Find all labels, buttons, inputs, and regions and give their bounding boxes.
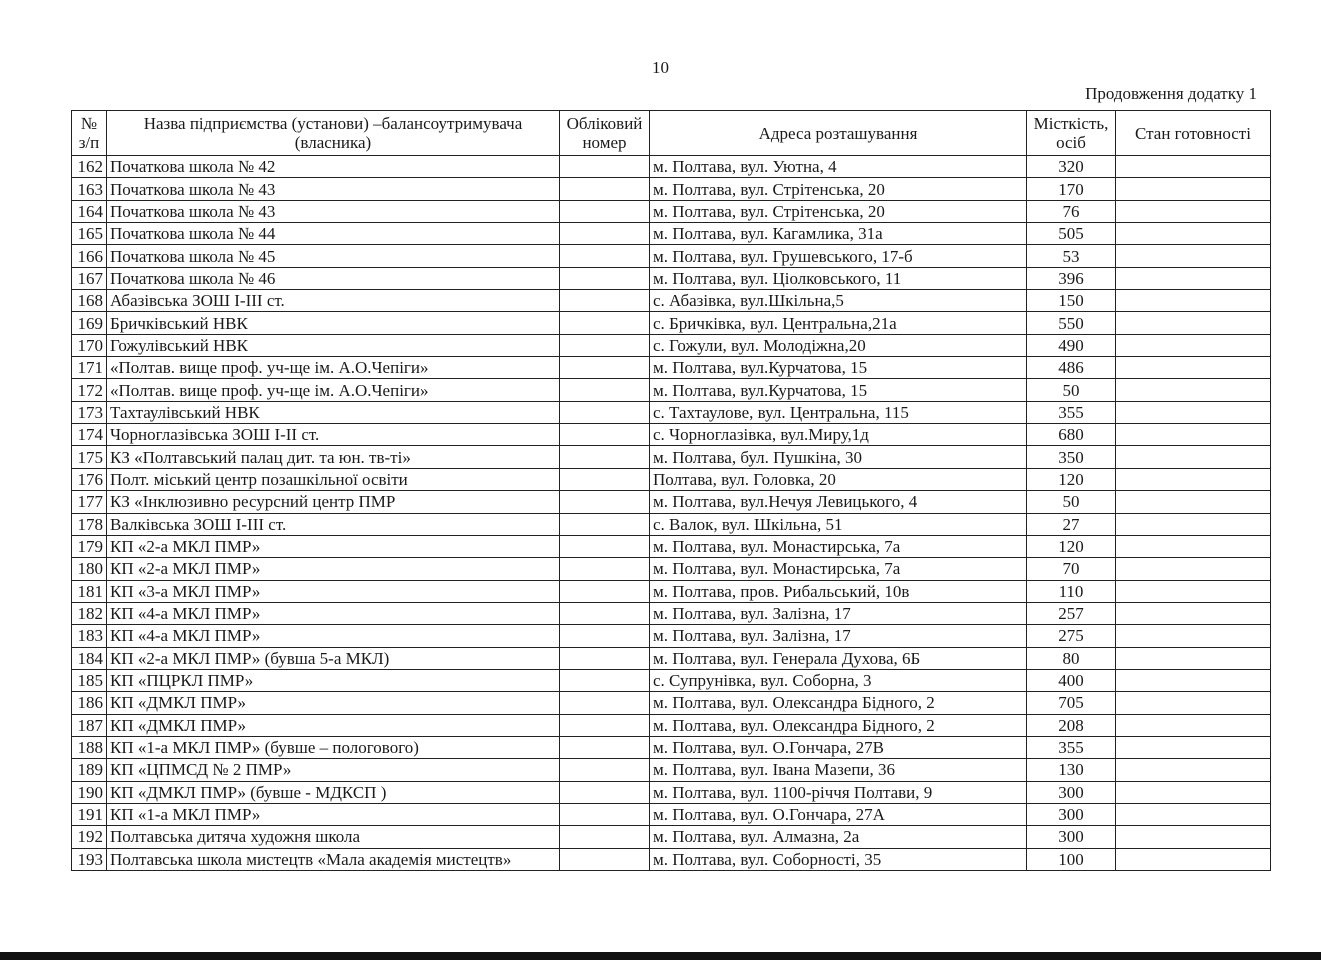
table-row [72,156,1271,178]
readiness-status-cell [1116,468,1271,490]
capacity-cell: 150 [1027,290,1116,312]
enterprise-name-cell: Чорноглазівська ЗОШ І-ІІ ст. [107,424,560,446]
table-row [72,401,1271,423]
account-number-cell [560,826,650,848]
capacity-cell: 300 [1027,803,1116,825]
capacity-cell: 300 [1027,781,1116,803]
row-number-cell: 178 [72,513,107,535]
capacity-cell: 50 [1027,491,1116,513]
enterprise-name-cell: КП «2-а МКЛ ПМР» (бувша 5-а МКЛ) [107,647,560,669]
account-number-cell [560,647,650,669]
readiness-status-cell [1116,625,1271,647]
enterprise-name-cell: Абазівська ЗОШ І-ІІІ ст. [107,290,560,312]
readiness-status-cell [1116,156,1271,178]
enterprise-name-cell: Гожулівський НВК [107,334,560,356]
row-number-cell: 172 [72,379,107,401]
readiness-status-cell [1116,491,1271,513]
address-cell: с. Супрунівка, вул. Соборна, 3 [650,669,1027,691]
address-cell: с. Чорноглазівка, вул.Миру,1д [650,424,1027,446]
table-row [72,357,1271,379]
capacity-cell: 680 [1027,424,1116,446]
capacity-cell: 100 [1027,848,1116,870]
address-cell: м. Полтава, вул. Уютна, 4 [650,156,1027,178]
enterprise-name-cell: Полтавська дитяча художня школа [107,826,560,848]
readiness-status-cell [1116,401,1271,423]
enterprise-name-cell: КП «1-а МКЛ ПМР» (бувше – пологового) [107,736,560,758]
account-number-cell [560,580,650,602]
capacity-cell: 486 [1027,357,1116,379]
enterprise-name-cell: КП «1-а МКЛ ПМР» [107,803,560,825]
readiness-status-cell [1116,759,1271,781]
capacity-cell: 76 [1027,200,1116,222]
capacity-cell: 550 [1027,312,1116,334]
row-number-cell: 188 [72,736,107,758]
table-row [72,312,1271,334]
table-row [72,714,1271,736]
readiness-status-cell [1116,223,1271,245]
header-status: Стан готовності [1116,111,1271,156]
account-number-cell [560,312,650,334]
account-number-cell [560,692,650,714]
address-cell: м. Полтава, вул. Олександра Бідного, 2 [650,692,1027,714]
readiness-status-cell [1116,535,1271,557]
address-cell: с. Бричківка, вул. Центральна,21а [650,312,1027,334]
row-number-cell: 181 [72,580,107,602]
readiness-status-cell [1116,781,1271,803]
row-number-cell: 189 [72,759,107,781]
table-row [72,200,1271,222]
table-row [72,692,1271,714]
enterprise-name-cell: Початкова школа № 42 [107,156,560,178]
capacity-cell: 50 [1027,379,1116,401]
account-number-cell [560,781,650,803]
table-row [72,848,1271,870]
row-number-cell: 185 [72,669,107,691]
table-row [72,446,1271,468]
capacity-cell: 120 [1027,468,1116,490]
row-number-cell: 166 [72,245,107,267]
readiness-status-cell [1116,669,1271,691]
address-cell: м. Полтава, вул. Монастирська, 7а [650,558,1027,580]
page-number: 10 [652,58,669,77]
table-row [72,580,1271,602]
capacity-cell: 490 [1027,334,1116,356]
table-header-row [72,111,1271,156]
capacity-cell: 396 [1027,267,1116,289]
enterprise-name-cell: Полтавська школа мистецтв «Мала академія мистецтв» [107,848,560,870]
address-cell: м. Полтава, вул.Нечуя Левицького, 4 [650,491,1027,513]
enterprise-name-cell: Початкова школа № 45 [107,245,560,267]
account-number-cell [560,200,650,222]
row-number-cell: 184 [72,647,107,669]
enterprise-name-cell: Початкова школа № 43 [107,200,560,222]
account-number-cell [560,468,650,490]
address-cell: м. Полтава, вул. Стрітенська, 20 [650,200,1027,222]
row-number-cell: 190 [72,781,107,803]
address-cell: м. Полтава, вул. О.Гончара, 27А [650,803,1027,825]
row-number-cell: 180 [72,558,107,580]
readiness-status-cell [1116,446,1271,468]
row-number-cell: 174 [72,424,107,446]
enterprise-name-cell: КП «4-а МКЛ ПМР» [107,625,560,647]
capacity-cell: 257 [1027,602,1116,624]
row-number-cell: 165 [72,223,107,245]
enterprise-name-cell: КП «2-а МКЛ ПМР» [107,558,560,580]
account-number-cell [560,357,650,379]
readiness-status-cell [1116,513,1271,535]
account-number-cell [560,334,650,356]
account-number-cell [560,223,650,245]
readiness-status-cell [1116,312,1271,334]
readiness-status-cell [1116,357,1271,379]
header-capacity: Місткість, осіб [1027,111,1116,156]
account-number-cell [560,513,650,535]
row-number-cell: 187 [72,714,107,736]
enterprise-name-cell: КП «ДМКЛ ПМР» [107,714,560,736]
row-number-cell: 179 [72,535,107,557]
readiness-status-cell [1116,334,1271,356]
table-body [72,156,1271,871]
account-number-cell [560,424,650,446]
account-number-cell [560,156,650,178]
account-number-cell [560,803,650,825]
table-row [72,334,1271,356]
capacity-cell: 300 [1027,826,1116,848]
capacity-cell: 208 [1027,714,1116,736]
capacity-cell: 53 [1027,245,1116,267]
address-cell: м. Полтава, вул. Алмазна, 2а [650,826,1027,848]
readiness-status-cell [1116,580,1271,602]
capacity-cell: 275 [1027,625,1116,647]
row-number-cell: 193 [72,848,107,870]
enterprise-name-cell: «Полтав. вище проф. уч-ще ім. А.О.Чепіги» [107,379,560,401]
table-row [72,736,1271,758]
header-num: № з/п [72,111,107,156]
account-number-cell [560,178,650,200]
row-number-cell: 167 [72,267,107,289]
address-cell: м. Полтава, вул.Курчатова, 15 [650,379,1027,401]
enterprise-name-cell: КП «ДМКЛ ПМР» [107,692,560,714]
enterprise-name-cell: КП «ЦПМСД № 2 ПМР» [107,759,560,781]
row-number-cell: 173 [72,401,107,423]
table-row [72,379,1271,401]
capacity-cell: 355 [1027,736,1116,758]
capacity-cell: 705 [1027,692,1116,714]
table-row [72,245,1271,267]
address-cell: м. Полтава, вул. Кагамлика, 31а [650,223,1027,245]
address-cell: м. Полтава, вул. Соборності, 35 [650,848,1027,870]
account-number-cell [560,245,650,267]
row-number-cell: 168 [72,290,107,312]
row-number-cell: 170 [72,334,107,356]
table-row [72,223,1271,245]
enterprise-name-cell: КП «2-а МКЛ ПМР» [107,535,560,557]
account-number-cell [560,401,650,423]
table-row [72,826,1271,848]
row-number-cell: 163 [72,178,107,200]
row-number-cell: 175 [72,446,107,468]
address-cell: м. Полтава, вул. Олександра Бідного, 2 [650,714,1027,736]
row-number-cell: 192 [72,826,107,848]
account-number-cell [560,759,650,781]
readiness-status-cell [1116,379,1271,401]
enterprise-name-cell: КЗ «Полтавський палац дит. та юн. тв-ті» [107,446,560,468]
table-row [72,290,1271,312]
row-number-cell: 176 [72,468,107,490]
account-number-cell [560,625,650,647]
readiness-status-cell [1116,602,1271,624]
capacity-cell: 130 [1027,759,1116,781]
row-number-cell: 162 [72,156,107,178]
account-number-cell [560,491,650,513]
readiness-status-cell [1116,826,1271,848]
readiness-status-cell [1116,424,1271,446]
table-row [72,491,1271,513]
readiness-status-cell [1116,692,1271,714]
row-number-cell: 164 [72,200,107,222]
capacity-cell: 27 [1027,513,1116,535]
account-number-cell [560,848,650,870]
readiness-status-cell [1116,558,1271,580]
address-cell: м. Полтава, вул. Стрітенська, 20 [650,178,1027,200]
row-number-cell: 171 [72,357,107,379]
enterprise-name-cell: КЗ «Інклюзивно ресурсний центр ПМР [107,491,560,513]
account-number-cell [560,602,650,624]
header-address: Адреса розташування [650,111,1027,156]
capacity-cell: 70 [1027,558,1116,580]
table-row [72,468,1271,490]
account-number-cell [560,446,650,468]
address-cell: м. Полтава, вул. Монастирська, 7а [650,535,1027,557]
row-number-cell: 169 [72,312,107,334]
readiness-status-cell [1116,736,1271,758]
address-cell: м. Полтава, вул. 1100-річчя Полтави, 9 [650,781,1027,803]
row-number-cell: 186 [72,692,107,714]
continuation-label: Продовження додатку 1 [1085,84,1257,103]
address-cell: м. Полтава, вул. Залізна, 17 [650,625,1027,647]
account-number-cell [560,535,650,557]
capacity-cell: 355 [1027,401,1116,423]
readiness-status-cell [1116,714,1271,736]
account-number-cell [560,379,650,401]
table-row [72,759,1271,781]
row-number-cell: 177 [72,491,107,513]
row-number-cell: 182 [72,602,107,624]
scan-bottom-edge [0,952,1321,960]
address-cell: м. Полтава, вул. Залізна, 17 [650,602,1027,624]
capacity-cell: 400 [1027,669,1116,691]
capacity-cell: 505 [1027,223,1116,245]
account-number-cell [560,558,650,580]
account-number-cell [560,267,650,289]
enterprise-name-cell: КП «ДМКЛ ПМР» (бувше - МДКСП ) [107,781,560,803]
enterprise-name-cell: Валківська ЗОШ І-ІІІ ст. [107,513,560,535]
readiness-status-cell [1116,647,1271,669]
capacity-cell: 110 [1027,580,1116,602]
header-name: Назва підприємства (установи) –балансоутримувача (власника) [107,111,560,156]
address-cell: м. Полтава, вул. Грушевського, 17-б [650,245,1027,267]
enterprise-name-cell: Полт. міський центр позашкільної освіти [107,468,560,490]
enterprise-name-cell: КП «4-а МКЛ ПМР» [107,602,560,624]
address-cell: с. Валок, вул. Шкільна, 51 [650,513,1027,535]
address-cell: м. Полтава, вул. Генерала Духова, 6Б [650,647,1027,669]
capacity-cell: 170 [1027,178,1116,200]
enterprise-name-cell: Початкова школа № 44 [107,223,560,245]
table-row [72,669,1271,691]
capacity-cell: 320 [1027,156,1116,178]
address-cell: с. Тахтаулове, вул. Центральна, 115 [650,401,1027,423]
address-cell: м. Полтава, вул. Івана Мазепи, 36 [650,759,1027,781]
row-number-cell: 191 [72,803,107,825]
capacity-cell: 120 [1027,535,1116,557]
account-number-cell [560,290,650,312]
address-cell: м. Полтава, пров. Рибальський, 10в [650,580,1027,602]
address-cell: м. Полтава, вул. О.Гончара, 27В [650,736,1027,758]
address-cell: Полтава, вул. Головка, 20 [650,468,1027,490]
table-row [72,602,1271,624]
table-row [72,513,1271,535]
readiness-status-cell [1116,290,1271,312]
address-cell: с. Гожули, вул. Молодіжна,20 [650,334,1027,356]
readiness-status-cell [1116,178,1271,200]
table-row [72,535,1271,557]
address-cell: м. Полтава, вул. Ціолковського, 11 [650,267,1027,289]
readiness-status-cell [1116,200,1271,222]
readiness-status-cell [1116,803,1271,825]
enterprise-name-cell: «Полтав. вище проф. уч-ще ім. А.О.Чепіги» [107,357,560,379]
readiness-status-cell [1116,267,1271,289]
enterprise-name-cell: Початкова школа № 43 [107,178,560,200]
table-row [72,781,1271,803]
capacity-cell: 350 [1027,446,1116,468]
address-cell: с. Абазівка, вул.Шкільна,5 [650,290,1027,312]
table-row [72,625,1271,647]
enterprise-name-cell: Тахтаулівський НВК [107,401,560,423]
enterprise-name-cell: Бричківський НВК [107,312,560,334]
account-number-cell [560,736,650,758]
capacity-cell: 80 [1027,647,1116,669]
account-number-cell [560,669,650,691]
table-row [72,178,1271,200]
enterprise-name-cell: КП «ПЦРКЛ ПМР» [107,669,560,691]
address-cell: м. Полтава, бул. Пушкіна, 30 [650,446,1027,468]
readiness-status-cell [1116,848,1271,870]
table-row [72,267,1271,289]
readiness-status-cell [1116,245,1271,267]
account-number-cell [560,714,650,736]
enterprise-name-cell: КП «3-а МКЛ ПМР» [107,580,560,602]
row-number-cell: 183 [72,625,107,647]
table-row [72,647,1271,669]
shelters-table [71,110,1271,871]
address-cell: м. Полтава, вул.Курчатова, 15 [650,357,1027,379]
table-row [72,803,1271,825]
header-account: Обліковий номер [560,111,650,156]
table-row [72,424,1271,446]
enterprise-name-cell: Початкова школа № 46 [107,267,560,289]
table-row [72,558,1271,580]
